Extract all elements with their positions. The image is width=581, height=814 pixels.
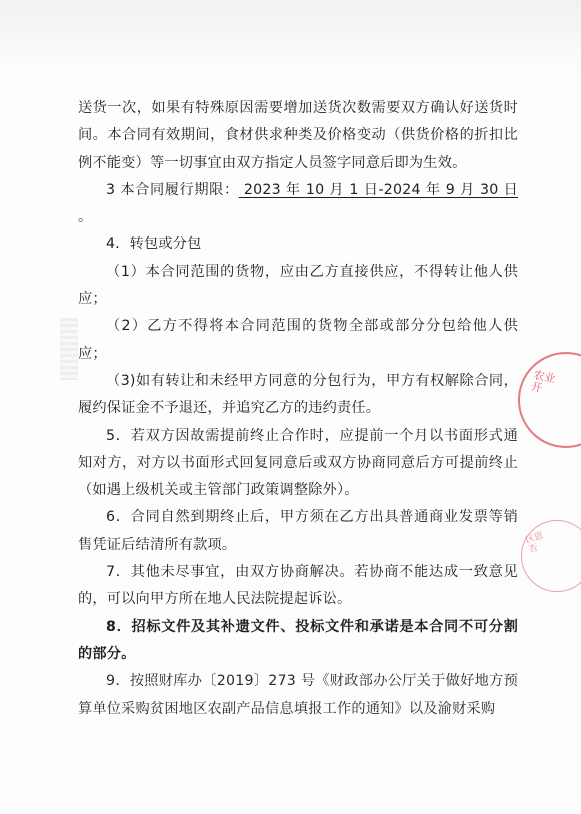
paragraph-subcontract-3: （3)如有转让和未经甲方同意的分包行为，甲方有权解除合同，履约保证金不予退还，并追究乙方的违约责任。: [78, 372, 518, 417]
red-seal-text: 农业开: [529, 368, 557, 395]
paragraph-tender-documents: 8．招标文件及其补遗文件、投标文件和承诺是本合同不可分割的部分。: [78, 618, 518, 662]
paragraph-subcontract-heading: 4．转包或分包: [106, 236, 202, 253]
paragraph-payment: 6．合同自然到期终止后，甲方须在乙方出具普通商业发票等销售凭证后结清所有款项。: [78, 509, 518, 553]
paragraph-subcontract-1: （1）本合同范围的货物，应由乙方直接供应，不得转让他人供应；: [78, 263, 518, 308]
term-dates: 2023 年 10 月 1 日-2024 年 9 月 30 日: [238, 181, 518, 198]
faded-seal-text: 区恩否: [524, 530, 545, 556]
paragraph-disputes: 7．其他未尽事宜，由双方协商解决。若协商不能达成一致意见的，可以向甲方所在地人民法院提起诉讼。: [78, 564, 518, 608]
paragraph-procurement-notice: 9．按照财库办〔2019〕273 号《财政部办公厅关于做好地方预算单位采购贫困地区农副产品信息填报工作的通知》以及渝财采购: [78, 673, 518, 717]
scan-artifact: [60, 318, 78, 380]
scan-shadow: [0, 0, 581, 70]
paragraph-delivery: 送货一次，如果有特殊原因需要增加送货次数需要双方确认好送货时间。本合同有效期间，食材供求种类及价格变动（供货价格的折扣比例不能变）等一切事宜由双方指定人员签字同意后即为生效。: [78, 100, 518, 171]
paragraph-subcontract-2: （2）乙方不得将本合同范围的货物全部或部分分包给他人供应；: [78, 318, 518, 362]
term-suffix: 。: [78, 209, 93, 226]
paragraph-term: [78, 177, 518, 232]
faded-seal-stamp: [521, 520, 581, 592]
paragraph-termination: 5．若双方因故需提前终止合作时，应提前一个月以书面形式通知对方，对方以书面形式回复同意后或双方协商同意后方可提前终止（如遇上级机关或主管部门政策调整除外）。: [78, 427, 518, 499]
term-label: 3 本合同履行期限：: [106, 181, 239, 198]
red-seal-stamp: [518, 352, 581, 448]
contract-body: [78, 95, 518, 723]
